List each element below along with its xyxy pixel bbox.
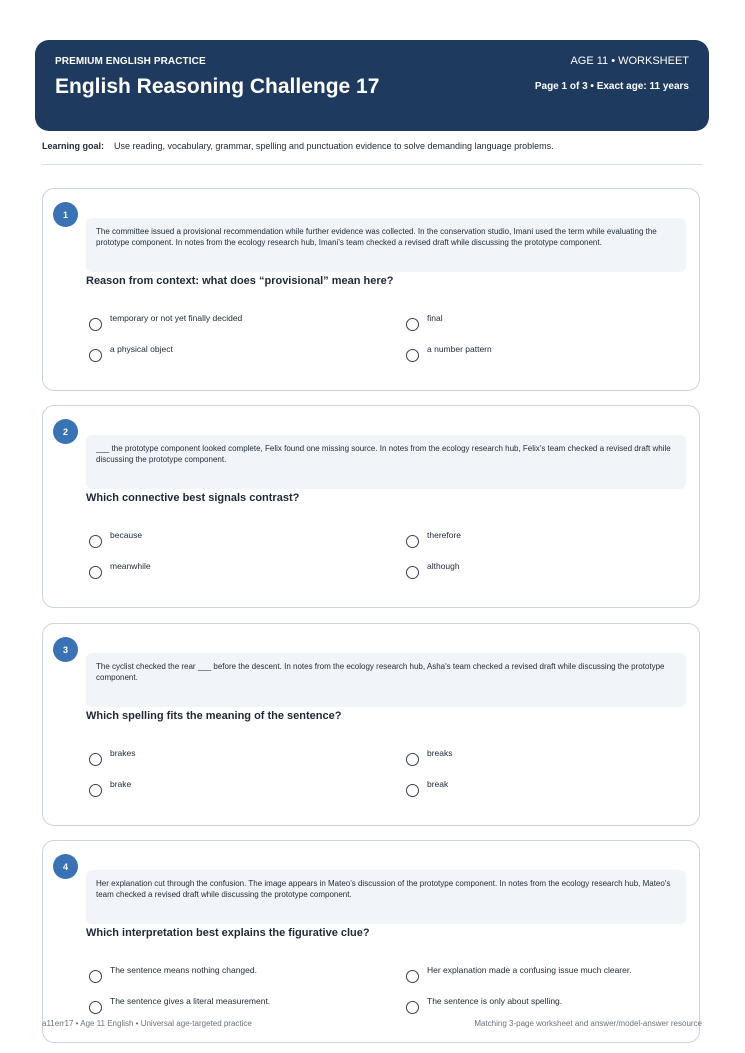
option-label: The sentence gives a literal measurement. (110, 996, 271, 1006)
option-b[interactable] (406, 313, 443, 331)
option-label: therefore (427, 530, 462, 540)
radio-button[interactable] (89, 753, 102, 766)
question-number-badge: 1 (53, 202, 78, 227)
question-passage: ___ the prototype component looked complete, Felix found one missing source. In notes from the ecology research hub, Felix's team checked a revised draft while discussing the prototype component. (86, 435, 686, 489)
option-label: a number pattern (427, 344, 492, 354)
radio-button[interactable] (89, 1001, 102, 1014)
question-prompt: Which interpretation best explains the figurative clue? (86, 927, 370, 939)
option-b[interactable] (406, 530, 461, 548)
question-passage: The cyclist checked the rear ___ before the descent. In notes from the ecology research hub, Asha's team checked a revised draft while discussing the prototype component. (86, 653, 686, 707)
radio-button[interactable] (406, 566, 419, 579)
question-prompt: Which connective best signals contrast? (86, 492, 300, 504)
question-passage: Her explanation cut through the confusion. The image appears in Mateo's discussion of the prototype component. In notes from the ecology research hub, Mateo's team checked a revised draft while discussing the prototype component. (86, 870, 686, 924)
question-number-badge: 2 (53, 419, 78, 444)
header-meta-page: Page 1 of 3 • Exact age: 11 years (534, 81, 689, 92)
option-label: break (427, 779, 449, 789)
option-label: breaks (427, 748, 453, 758)
question-card-3 (42, 623, 700, 826)
option-label: The sentence is only about spelling. (427, 996, 563, 1006)
option-c[interactable] (89, 779, 131, 797)
header-meta-age: AGE 11 • WORKSHEET (570, 55, 689, 67)
radio-button[interactable] (406, 1001, 419, 1014)
question-number-badge: 3 (53, 637, 78, 662)
radio-button[interactable] (406, 349, 419, 362)
option-b[interactable] (406, 965, 632, 983)
option-c[interactable] (89, 996, 270, 1014)
option-c[interactable] (89, 344, 173, 362)
radio-button[interactable] (406, 318, 419, 331)
radio-button[interactable] (406, 784, 419, 797)
footer-right: Matching 3-page worksheet and answer/model-answer resource (474, 1019, 702, 1028)
option-d[interactable] (406, 561, 460, 579)
worksheet-header (35, 40, 709, 131)
radio-button[interactable] (406, 535, 419, 548)
option-label: brakes (110, 748, 136, 758)
radio-button[interactable] (89, 970, 102, 983)
option-label: temporary or not yet finally decided (110, 313, 243, 323)
radio-button[interactable] (89, 566, 102, 579)
option-b[interactable] (406, 748, 453, 766)
option-label: although (427, 561, 460, 571)
option-label: brake (110, 779, 132, 789)
question-prompt: Which spelling fits the meaning of the sentence? (86, 710, 342, 722)
option-a[interactable] (89, 313, 242, 331)
footer-left: a11err17 • Age 11 English • Universal age-targeted practice (42, 1019, 252, 1028)
option-d[interactable] (406, 344, 492, 362)
option-a[interactable] (89, 530, 142, 548)
question-number-badge: 4 (53, 854, 78, 879)
question-passage: The committee issued a provisional recommendation while further evidence was collected. In the conservation studio, Imani used the term while evaluating the prototype component. In notes from the ecology research hub, Imani's team checked a revised draft while discussing the prototype component. (86, 218, 686, 272)
question-card-4 (42, 840, 700, 1043)
divider (42, 164, 702, 165)
option-label: The sentence means nothing changed. (110, 965, 257, 975)
learning-goal-label: Learning goal: (42, 141, 105, 151)
radio-button[interactable] (89, 349, 102, 362)
option-label: meanwhile (110, 561, 151, 571)
page-title: English Reasoning Challenge 17 (55, 75, 380, 98)
option-label: Her explanation made a confusing issue much clearer. (427, 965, 632, 975)
radio-button[interactable] (406, 753, 419, 766)
option-d[interactable] (406, 779, 448, 797)
radio-button[interactable] (89, 318, 102, 331)
option-label: because (110, 530, 143, 540)
learning-goal (42, 141, 554, 151)
radio-button[interactable] (406, 970, 419, 983)
option-label: final (427, 313, 443, 323)
option-a[interactable] (89, 965, 257, 983)
option-c[interactable] (89, 561, 151, 579)
header-kicker: PREMIUM ENGLISH PRACTICE (55, 56, 206, 67)
radio-button[interactable] (89, 784, 102, 797)
question-card-2 (42, 405, 700, 608)
question-prompt: Reason from context: what does “provisional” mean here? (86, 275, 394, 287)
question-card-1 (42, 188, 700, 391)
radio-button[interactable] (89, 535, 102, 548)
option-a[interactable] (89, 748, 136, 766)
option-label: a physical object (110, 344, 173, 354)
learning-goal-text: Use reading, vocabulary, grammar, spelling and punctuation evidence to solve demanding language problems. (114, 141, 554, 151)
option-d[interactable] (406, 996, 562, 1014)
